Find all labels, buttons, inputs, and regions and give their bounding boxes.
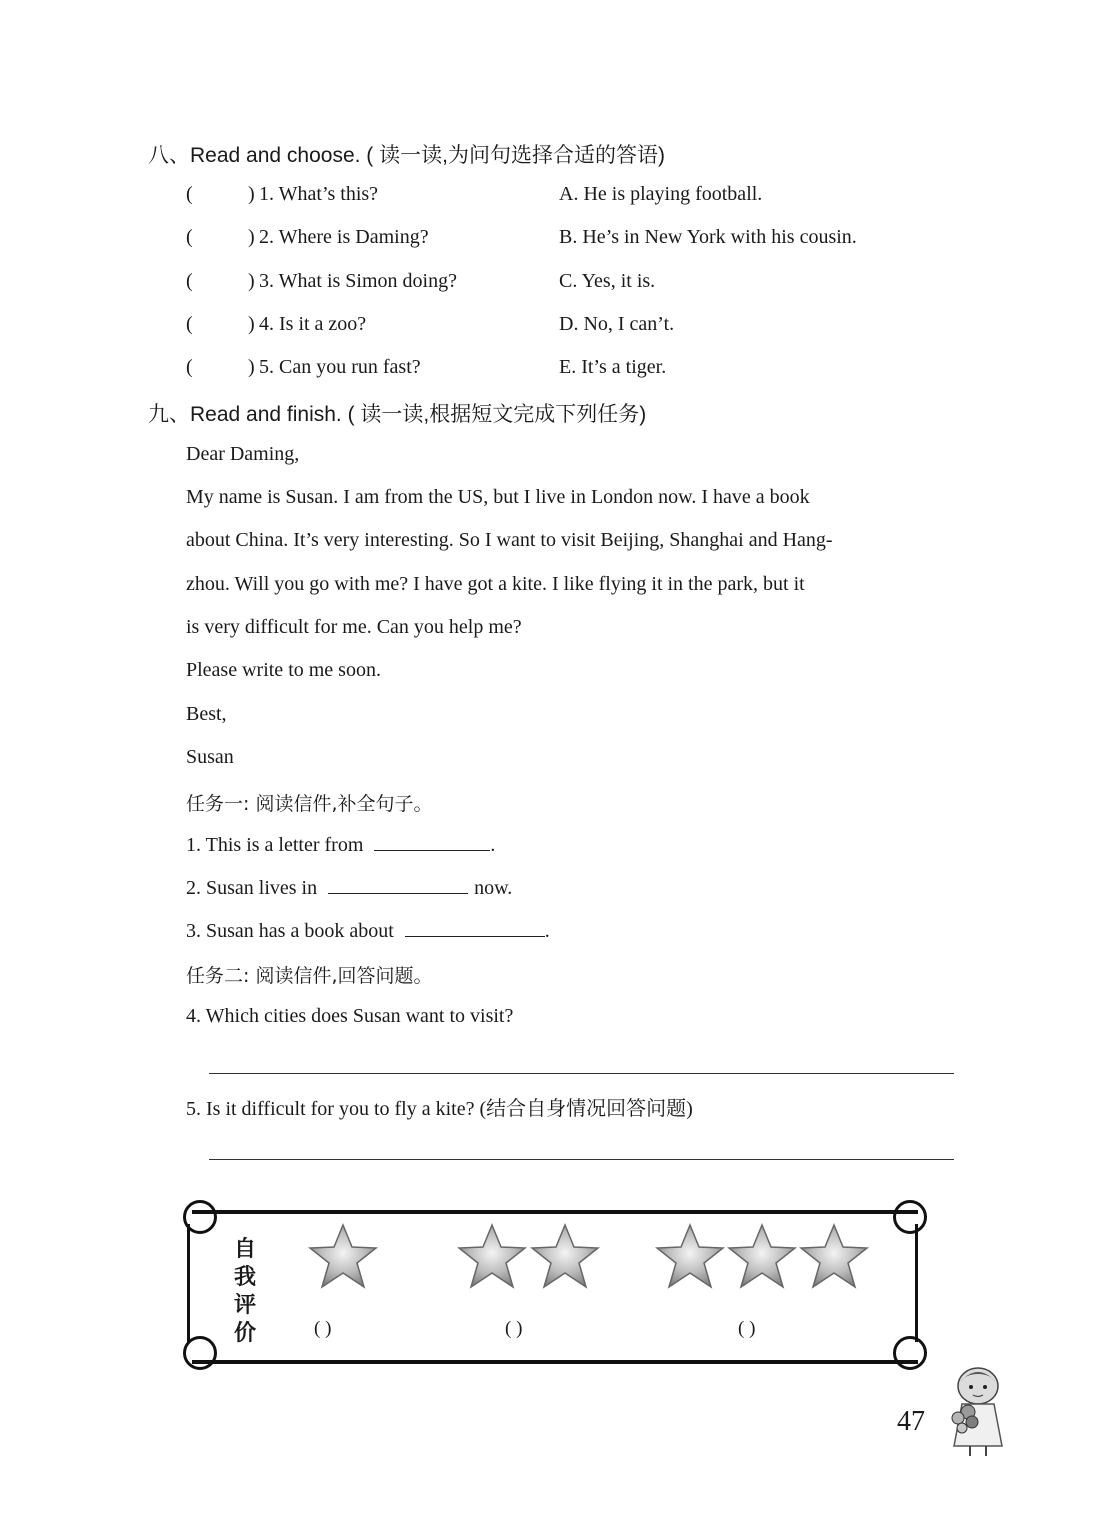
rating-paren-1[interactable]: ( )	[314, 1318, 332, 1339]
answer-blank[interactable]	[374, 832, 490, 851]
question-text: 5. Can you run fast?	[259, 356, 421, 378]
sentence-text: 3. Susan has a book about	[186, 920, 394, 942]
letter-greeting: Dear Daming,	[186, 443, 300, 465]
self-eval-label-char: 自	[234, 1237, 257, 1262]
answer-paren-open[interactable]: (	[186, 270, 193, 292]
sentence-end: now.	[474, 877, 513, 899]
answer-paren-close: )	[248, 313, 255, 335]
letter-line: zhou. Will you go with me? I have got a kite. I like flying it in the park, but it	[186, 573, 805, 595]
answer-paren-close: )	[248, 183, 255, 205]
girl-with-flowers-illustration	[938, 1360, 1018, 1460]
task-1-title: 任务一: 阅读信件,补全句子。	[186, 793, 433, 815]
letter-line: is very difficult for me. Can you help me?	[186, 616, 522, 638]
fill-sentence-2	[186, 875, 512, 900]
answer-blank[interactable]	[328, 875, 468, 894]
letter-line: My name is Susan. I am from the US, but I live in London now. I have a book	[186, 486, 810, 508]
star-icon	[308, 1222, 380, 1292]
answer-option: A. He is playing football.	[559, 183, 763, 205]
letter-line: about China. It’s very interesting. So I want to visit Beijing, Shanghai and Hang-	[186, 529, 833, 551]
answer-line-4[interactable]	[209, 1073, 954, 1074]
fill-sentence-3	[186, 918, 550, 943]
answer-paren-open[interactable]: (	[186, 313, 193, 335]
star-icon	[655, 1222, 727, 1292]
sentence-text: 2. Susan lives in	[186, 877, 318, 899]
star-icon	[530, 1222, 602, 1292]
question-5: 5. Is it difficult for you to fly a kite? (结合自身情况回答问题)	[186, 1098, 693, 1120]
page-number: 47	[897, 1406, 925, 1437]
rating-paren-2[interactable]: ( )	[505, 1318, 523, 1339]
self-eval-label-char: 我	[234, 1265, 257, 1290]
answer-option: D. No, I can’t.	[559, 313, 675, 335]
letter-signoff: Best,	[186, 703, 227, 725]
letter-closing-request: Please write to me soon.	[186, 659, 381, 681]
ornament-corner-icon	[183, 1200, 217, 1234]
task-2-title: 任务二: 阅读信件,回答问题。	[186, 965, 433, 987]
ornament-corner-icon	[893, 1336, 927, 1370]
answer-paren-open[interactable]: (	[186, 226, 193, 248]
answer-option: C. Yes, it is.	[559, 270, 656, 292]
star-icon	[727, 1222, 799, 1292]
answer-paren-close: )	[248, 226, 255, 248]
question-text: 4. Is it a zoo?	[259, 313, 367, 335]
section-9-heading: 九、Read and finish. ( 读一读,根据短文完成下列任务)	[148, 403, 647, 426]
answer-paren-close: )	[248, 356, 255, 378]
question-text: 2. Where is Daming?	[259, 226, 429, 248]
frame-left-edge	[187, 1224, 190, 1342]
letter-signature: Susan	[186, 746, 234, 768]
frame-right-edge	[915, 1224, 918, 1342]
self-eval-label-char: 评	[234, 1293, 257, 1318]
answer-paren-open[interactable]: (	[186, 183, 193, 205]
sentence-end: .	[490, 834, 496, 856]
question-text: 3. What is Simon doing?	[259, 270, 457, 292]
question-4: 4. Which cities does Susan want to visit?	[186, 1005, 514, 1027]
answer-option: E. It’s a tiger.	[559, 356, 667, 378]
answer-line-5[interactable]	[209, 1159, 954, 1160]
fill-sentence-1	[186, 832, 495, 857]
sentence-end: .	[544, 920, 550, 942]
star-icon	[799, 1222, 871, 1292]
ornament-corner-icon	[893, 1200, 927, 1234]
sentence-text: 1. This is a letter from	[186, 834, 364, 856]
answer-option: B. He’s in New York with his cousin.	[559, 226, 857, 248]
ornament-corner-icon	[183, 1336, 217, 1370]
rating-paren-3[interactable]: ( )	[738, 1318, 756, 1339]
star-icon	[457, 1222, 529, 1292]
section-8-heading: 八、Read and choose. ( 读一读,为问句选择合适的答语)	[148, 144, 665, 167]
question-text: 1. What’s this?	[259, 183, 379, 205]
answer-paren-open[interactable]: (	[186, 356, 193, 378]
answer-blank[interactable]	[405, 918, 545, 937]
self-eval-label-char: 价	[234, 1321, 257, 1346]
answer-paren-close: )	[248, 270, 255, 292]
